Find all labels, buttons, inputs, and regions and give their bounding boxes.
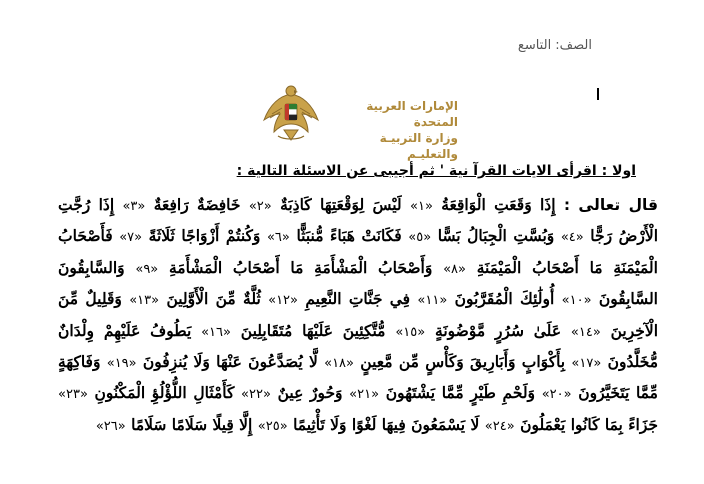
ministry-line-ministry: وزارة التربيـة والتعليـم bbox=[379, 131, 458, 161]
verse-text: وَقَلِيلٌ مِّنَ الْآخِرِينَ bbox=[58, 289, 659, 340]
verse-text: لَيْسَ لِوَقْعَتِهَا كَاذِبَةٌ bbox=[280, 195, 402, 214]
verse-number: ١٤ bbox=[578, 324, 593, 340]
verse-text: إِلَّا قِيلًا سَلَامًا سَلَامًا bbox=[131, 414, 253, 434]
verse-number-marker: «٣» bbox=[122, 199, 146, 214]
passage-intro: قال تعالى : bbox=[563, 196, 658, 214]
verse-number-marker: «١٨» bbox=[324, 356, 355, 372]
verse-text: بِأَكْوَابٍ وَأَبَارِيقَ وَكَأْسٍ مِّن مَّعِينٍ bbox=[360, 352, 566, 372]
verse-number-marker: «٩» bbox=[135, 261, 159, 277]
verse-number: ١٦ bbox=[209, 324, 224, 340]
verse-number-marker: «٢٢» bbox=[241, 387, 271, 403]
verse-text: وَكُنتُمْ أَزْوَاجًا ثَلَاثَةً bbox=[148, 226, 261, 246]
verse-number: ٨ bbox=[451, 261, 459, 277]
verse-text: لَّا يُصَدَّعُونَ عَنْهَا وَلَا يُنزِفُونَ bbox=[142, 352, 318, 372]
verse-number-marker: «١٤» bbox=[570, 324, 601, 340]
verse-text: وَأَصْحَابُ الْمَشْأَمَةِ مَا أَصْحَابُ الْمَشْأَمَةِ bbox=[169, 257, 433, 277]
grade-label: الصف: التاسع bbox=[517, 38, 592, 53]
verse-text: عَلَىٰ سُرُرٍ مَّوْضُونَةٍ bbox=[435, 320, 562, 340]
verse-number: ١٩ bbox=[114, 356, 129, 372]
verse-number-marker: «٤» bbox=[560, 230, 584, 246]
text-cursor bbox=[597, 88, 599, 100]
verse-text: أُولَٰئِكَ الْمُقَرَّبُونَ bbox=[454, 289, 555, 309]
verse-number: ١٣ bbox=[137, 293, 152, 309]
verse-number: ٣ bbox=[130, 199, 138, 214]
verse-number-marker: «٢٦» bbox=[95, 418, 126, 434]
verse-number: ٦ bbox=[274, 230, 282, 246]
verse-number-marker: «٢١» bbox=[349, 387, 380, 403]
verse-number: ٢٦ bbox=[103, 418, 118, 434]
verse-text: فَأَصْحَابُ الْمَيْمَنَةِ مَا أَصْحَابُ الْمَيْمَنَةِ bbox=[58, 226, 658, 277]
verse-text: خَافِضَةٌ رَافِعَةٌ bbox=[153, 195, 241, 214]
verse-text: إِذَا رُجَّتِ الْأَرْضُ رَجًّا bbox=[58, 195, 659, 246]
verse-number: ٩ bbox=[143, 261, 151, 277]
verse-number-marker: «٥» bbox=[408, 230, 432, 246]
verse-number-marker: «١٠» bbox=[561, 293, 592, 309]
verse-number-marker: «١» bbox=[409, 199, 433, 214]
verse-number: ٧ bbox=[127, 230, 135, 246]
quran-passage bbox=[58, 190, 658, 441]
verse-text: وَبُسَّتِ الْجِبَالُ بَسًّا bbox=[437, 226, 555, 246]
section-heading: اولا : اقرأى الايات القرآ نية ' ثم أجيبى عن الاسئلة التالية : bbox=[236, 163, 636, 179]
verse-number-marker: «٢٥» bbox=[257, 418, 288, 434]
verse-text: جَزَاءً بِمَا كَانُوا يَعْمَلُونَ bbox=[520, 414, 658, 434]
verse-number-marker: «١٩» bbox=[106, 356, 137, 372]
verse-number: ٢٤ bbox=[492, 418, 507, 434]
verse-text: وَفَاكِهَةٍ مِّمَّا يَتَخَيَّرُونَ bbox=[58, 352, 658, 403]
verse-number-marker: «١٢» bbox=[268, 293, 298, 309]
verse-number-marker: «١٥» bbox=[395, 324, 426, 340]
verse-number-marker: «٢٤» bbox=[484, 418, 515, 434]
verse-number-marker: «١١» bbox=[417, 293, 448, 309]
verse-text: مُّتَّكِئِينَ عَلَيْهَا مُتَقَابِلِينَ bbox=[240, 320, 386, 340]
verse-number-marker: «٢٣» bbox=[58, 387, 88, 403]
verse-text: وَالسَّابِقُونَ السَّابِقُونَ bbox=[58, 257, 658, 309]
verse-number-marker: «٦» bbox=[266, 230, 290, 246]
verse-list bbox=[58, 195, 658, 434]
verse-text: وَلَحْمِ طَيْرٍ مِّمَّا يَشْتَهُونَ bbox=[385, 383, 536, 403]
verse-text: لَا يَسْمَعُونَ فِيهَا لَغْوًا وَلَا تَأْثِيمًا bbox=[293, 414, 480, 434]
verse-number: ١٨ bbox=[332, 356, 347, 372]
verse-number: ٢٥ bbox=[265, 418, 280, 434]
verse-text: فَكَانَتْ هَبَاءً مُّنبَثًّا bbox=[296, 226, 402, 246]
verse-number: ٢١ bbox=[357, 387, 372, 403]
verse-number: ٥ bbox=[416, 230, 424, 246]
verse-number-marker: «٧» bbox=[119, 230, 143, 246]
verse-number: ١٠ bbox=[569, 293, 584, 309]
verse-number-marker: «١٧» bbox=[571, 356, 602, 372]
verse-number: ٢ bbox=[256, 199, 264, 214]
verse-number: ٢٣ bbox=[65, 387, 80, 403]
verse-text: يَطُوفُ عَلَيْهِمْ وِلْدَانٌ مُّخَلَّدُونَ bbox=[58, 320, 659, 372]
verse-text: إِذَا وَقَعَتِ الْوَاقِعَةُ bbox=[441, 195, 556, 214]
uae-falcon-emblem-icon bbox=[258, 80, 324, 146]
verse-number: ١٥ bbox=[403, 324, 418, 340]
ministry-line-country: الإمارات العربية المتحدة bbox=[366, 99, 458, 129]
verse-number-marker: «٢» bbox=[248, 199, 272, 214]
verse-number: ٢٠ bbox=[549, 387, 564, 403]
verse-number-marker: «٢٠» bbox=[541, 387, 572, 403]
verse-text: وَحُورٌ عِينٌ bbox=[277, 383, 343, 403]
ministry-name bbox=[328, 98, 458, 162]
verse-number-marker: «١٣» bbox=[129, 293, 160, 309]
verse-text: ثُلَّةٌ مِّنَ الْأَوَّلِينَ bbox=[166, 289, 261, 309]
verse-number-marker: «٨» bbox=[443, 261, 466, 277]
verse-number: ٤ bbox=[568, 230, 576, 246]
verse-number-marker: «١٦» bbox=[201, 324, 231, 340]
verse-number: ١٧ bbox=[579, 356, 594, 372]
verse-number: ١ bbox=[417, 199, 425, 214]
verse-text: كَأَمْثَالِ اللُّؤْلُؤِ الْمَكْنُونِ bbox=[94, 383, 235, 403]
verse-number: ١١ bbox=[425, 293, 440, 309]
verse-text: فِي جَنَّاتِ النَّعِيمِ bbox=[305, 289, 411, 309]
verse-number: ١٢ bbox=[276, 293, 291, 309]
verse-number: ٢٢ bbox=[249, 387, 263, 403]
